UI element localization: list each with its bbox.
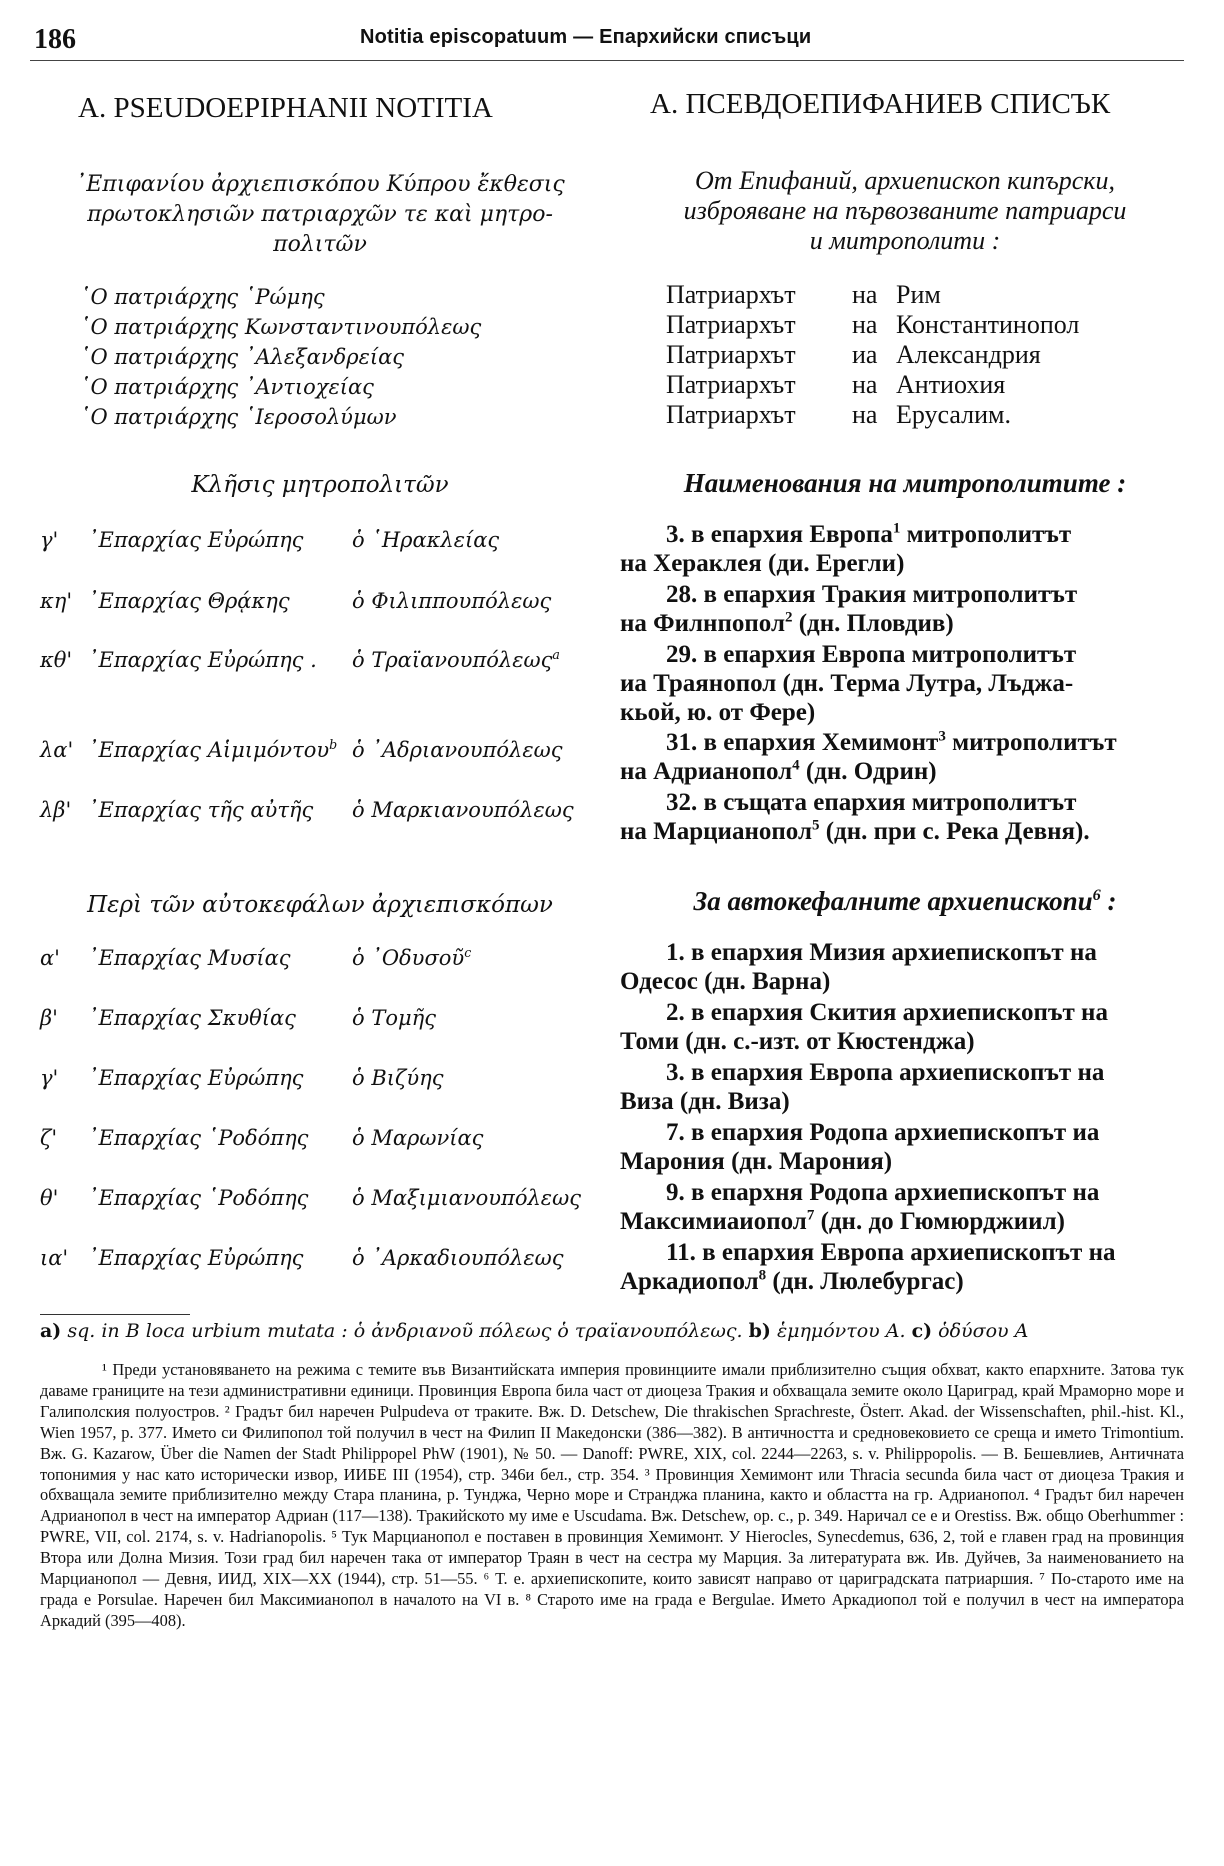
- entry-line: Марония (дн. Марония): [620, 1148, 893, 1175]
- bulgarian-intro: [620, 166, 1190, 256]
- entry-city: ὁ Τομῆς: [352, 1006, 436, 1030]
- entry-line: Виза (дн. Виза): [620, 1088, 790, 1115]
- entry-line: 7. в епархия Родопа архиепископът иа: [666, 1119, 1100, 1146]
- entry-number: λα': [40, 738, 74, 762]
- greek-section-title: A. PSEUDOEPIPHANII NOTITIA: [78, 92, 493, 124]
- running-title: Notitia episcopatuum — Епархийски списъци: [360, 26, 812, 48]
- patriarch-word: Патриархът: [666, 370, 796, 399]
- entry-text: митрополитът: [900, 521, 1072, 548]
- greek-patriarch: ῾Ο πατριάρχης ῾Ιεροσολύμων: [80, 405, 397, 429]
- entry-line: кьой, ю. от Фере): [620, 699, 816, 726]
- entry-number: γ': [40, 1066, 59, 1090]
- entry-text: на Филнпопол: [620, 610, 785, 637]
- entry-text: Аркадиопол: [620, 1268, 759, 1295]
- entry-line: 11. в епархия Европа архиепископът на: [666, 1239, 1116, 1266]
- entry-line: [620, 757, 1186, 786]
- entry-province: [88, 738, 337, 762]
- greek-metropolitan-entry: [40, 738, 620, 768]
- entry-line: [620, 728, 1186, 757]
- entry-number: θ': [40, 1186, 59, 1210]
- entry-province: ᾿Επαρχίας Εὐρώπης: [88, 528, 304, 552]
- apparatus-label: c): [911, 1320, 933, 1342]
- entry-number: ια': [40, 1246, 69, 1270]
- bulgarian-patriarch: [666, 340, 1079, 370]
- entry-line: 9. в епархня Родопа архиепископът на: [666, 1179, 1100, 1206]
- patriarch-word: Патриархът: [666, 280, 796, 309]
- entry-city: [352, 946, 471, 970]
- bulgarian-autocephalous-heading: [620, 886, 1190, 917]
- entry-line: [620, 817, 1186, 846]
- bulgarian-metropolitan-entry: [620, 788, 1186, 846]
- critical-apparatus: [40, 1316, 1184, 1346]
- entry-line: 32. в същата епархия митрополитът: [666, 789, 1077, 816]
- footnote-ref: 1: [892, 520, 901, 537]
- entry-number: λβ': [40, 798, 72, 822]
- entry-text: (дн. при с. Река Девня).: [819, 818, 1090, 845]
- entry-line: иа Траянопол (дн. Терма Лутра, Лъджа-: [620, 670, 1074, 697]
- bulgarian-patriarch: [666, 400, 1079, 430]
- greek-metropolitan-entry: [40, 589, 620, 619]
- preposition: на: [852, 280, 878, 309]
- entry-city: ὁ Φιλιππουπόλεως: [352, 589, 552, 613]
- patriarch-word: Патриархът: [666, 310, 796, 339]
- footnote-ref: 7: [806, 1207, 815, 1224]
- footnote-ref: 5: [811, 817, 820, 834]
- preposition: на: [852, 400, 878, 429]
- bulgarian-intro-line: и митрополити :: [809, 226, 1001, 255]
- greek-patriarch-list: [80, 282, 481, 432]
- greek-intro-line: πρωτοκλησιῶν πατριαρχῶν τε καὶ μητρο-: [87, 202, 553, 227]
- entry-city: [352, 648, 560, 672]
- greek-intro-line: πολιτῶν: [273, 232, 367, 257]
- entry-line: 29. в епархия Европа митрополитът: [666, 641, 1077, 668]
- entry-line: Одесос (дн. Варна): [620, 968, 831, 995]
- bulgarian-patriarch: [666, 370, 1079, 400]
- bulgarian-metropolitan-entry: [620, 728, 1186, 786]
- entry-text: на Марцианопол: [620, 818, 812, 845]
- apparatus-mark: b: [329, 737, 338, 752]
- entry-line: 28. в епархия Тракия митрополитът: [666, 581, 1078, 608]
- entry-line: [620, 1207, 1186, 1236]
- entry-city: ὁ ῾Ηρακλείας: [352, 528, 500, 552]
- entry-text: 31. в епархия Хемимонт: [666, 729, 939, 756]
- greek-autocephalous-heading: Περὶ τῶν αὐτοκεφάλων ἀρχιεπισκόπων: [87, 892, 553, 918]
- entry-province: ᾿Επαρχίας ῾Ροδόπης: [88, 1126, 309, 1150]
- entry-city-name: ὁ Τραϊανουπόλεως: [352, 648, 553, 672]
- preposition: на: [852, 310, 878, 339]
- apparatus-note: sq. in B loca urbium mutata : ὁ ἀνδριανοῦ πόλεως ὁ τραϊανουπόλεως.: [67, 1320, 743, 1342]
- entry-number: ζ': [40, 1126, 58, 1150]
- bulgarian-metropolitan-entry: [620, 520, 1186, 578]
- entry-line: 3. в епархия Европа архиепископът на: [666, 1059, 1105, 1086]
- greek-archbishop-entry: [40, 1246, 620, 1276]
- entry-text: (дн. Пловдив): [792, 610, 954, 637]
- entry-province: ᾿Επαρχίας ῾Ροδόπης: [88, 1186, 309, 1210]
- apparatus-mark: c: [464, 945, 472, 960]
- greek-metropolitans-heading: Κλῆσις μητροπολιτῶν: [191, 472, 449, 498]
- greek-archbishop-entry: [40, 1186, 620, 1216]
- entry-text: на Адрианопол: [620, 758, 793, 785]
- footnote-ref: 3: [938, 728, 946, 745]
- entry-province: ᾿Επαρχίας Μυσίας: [88, 946, 291, 970]
- greek-patriarch: ῾Ο πατριάρχης Κωνσταντινουπόλεως: [80, 315, 482, 339]
- patriarch-word: Патриархът: [666, 400, 796, 429]
- bulgarian-intro-line: От Епифаний, архиепископ кипърски,: [695, 166, 1115, 195]
- bulgarian-archbishop-entry: [620, 1238, 1186, 1296]
- header-rule: [30, 60, 1184, 61]
- entry-city: ὁ ᾿Αδριανουπόλεως: [352, 738, 563, 762]
- page-number: 186: [34, 24, 76, 55]
- entry-province: ᾿Επαρχίας Θρᾴκης: [88, 589, 290, 613]
- greek-metropolitan-entry: [40, 798, 620, 828]
- entry-province: ᾿Επαρχίας Εὐρώπης .: [88, 648, 317, 672]
- entry-number: κη': [40, 589, 73, 613]
- see-name: Ерусалим.: [896, 400, 1012, 429]
- entry-city: ὁ Μαρκιανουπόλεως: [352, 798, 574, 822]
- see-name: Антиохия: [896, 370, 1006, 399]
- greek-intro-line: ᾿Επιφανίου ἀρχιεπισκόπου Κύπρου ἔκθεσις: [75, 172, 565, 197]
- preposition: иа: [852, 340, 878, 369]
- bulgarian-patriarch: [666, 280, 1079, 310]
- entry-city-name: ὁ ᾿Οδυσοῦ: [352, 946, 465, 970]
- bulgarian-metropolitans-heading: Наименования на митрополитите :: [683, 468, 1127, 498]
- entry-line: [620, 609, 1186, 638]
- heading-text: :: [1100, 886, 1117, 916]
- greek-archbishop-entry: [40, 946, 620, 976]
- entry-text: Максимиаиопол: [620, 1208, 807, 1235]
- apparatus-label: b): [748, 1320, 771, 1342]
- entry-text: (дн. Одрин): [799, 758, 937, 785]
- apparatus-note: ὁδύσου A: [938, 1320, 1029, 1342]
- entry-line: [620, 549, 1186, 578]
- footnote-ref: 2: [784, 609, 793, 626]
- bulgarian-archbishop-entry: [620, 1178, 1186, 1236]
- footnotes-text: ¹ Преди установяването на режима с темите във Византийската империя провинциите имали приблизително същия обхват, както епархните. Затова тук даваме границите на тези административни единици. Провинция Европа била част от диоцеза Тракия и обхващала земите около Цариград, край Мраморно море и Галиполския полуостров. ² Градът бил наречен Pulpudeva от траките. Вж. D. Detschew, Die thrakischen Sprachreste, Österr. Akad. der Wissenschaften, phil.-hist. Kl., Wien 1957, p. 377. Името си Филипопол той получил в чест на Филип II Македонски (386—382). В античността и средновековието се среща и името Trimontium. Вж. G. Kazarow, Über die Namen der Stadt Philippopel PhW (1901), № 50. — Danoff: PWRE, XIX, col. 2244—2263, s. v. Philippopolis. — В. Бешевлиев, Античната топонимия у нас като исторически извор, ИИБЕ III (1954), стр. 346и бел., стр. 354. ³ Провинция Хемимонт или Thracia secunda била част от диоцеза Тракия и обхващала земите приблизително между Стара планина, р. Тунджа, Черно море и Странджа планина, както и областта на гр. Адрианопол. ⁴ Градът бил наречен Адрианопол в чест на император Адриан (117—138). Тракийското му име е Uscudama. Вж. Detschew, op. c., p. 349. Наричал се е и Orestiss. Вж. общо Oberhummer : PWRE, VII, col. 2174, s. v. Hadrianopolis. ⁵ Тук Марцианопол е поставен в провинция Хемимонт. У Hierocles, Synecdemus, 636, 2, той е главен град на провинция Втора или Долна Мизия. Този град бил наречен така от император Траян в чест на сестра му Марция. За литературата вж. Ив. Дуйчев, За наименованието на Марцианопол — Девня, ИИД, XIX—XX (1944), стр. 51—55. ⁶ Т. е. архиепископите, които зависят направо от цариградската патриаршия. ⁷ По-старото име на града е Porsulae. Наречен бил Максимианопол в началото на VI в. ⁸ Старото име на града е Bergulae. Името Аркадиопол той е получил в чест на императора Аркадий (395—408).: [40, 1360, 1184, 1630]
- greek-intro: [40, 170, 600, 260]
- entry-line: Томи (дн. с.-изт. от Кюстенджа): [620, 1028, 975, 1055]
- apparatus-label: a): [40, 1320, 62, 1342]
- apparatus-mark: a: [552, 647, 560, 662]
- entry-text: митрополитът: [945, 729, 1117, 756]
- entry-text: на Хераклея (ди. Ерегли): [620, 550, 905, 577]
- apparatus-note: ἑμημόντου A.: [776, 1320, 906, 1342]
- entry-province: ᾿Επαρχίας Σκυθίας: [88, 1006, 296, 1030]
- entry-city: ὁ ᾿Αρκαδιουπόλεως: [352, 1246, 564, 1270]
- bulgarian-archbishop-entry: [620, 998, 1186, 1056]
- entry-number: κθ': [40, 648, 73, 672]
- greek-patriarch: ῾Ο πατριάρχης ᾿Αντιοχείας: [80, 375, 374, 399]
- greek-archbishop-entry: [40, 1126, 620, 1156]
- bulgarian-metropolitan-entry: [620, 640, 1186, 727]
- entry-city: ὁ Βιζύης: [352, 1066, 444, 1090]
- patriarch-word: Патриархът: [666, 340, 796, 369]
- entry-text: 3. в епархия Европа: [666, 521, 893, 548]
- entry-number: α': [40, 946, 60, 970]
- entry-province: ᾿Επαρχίας τῆς αὐτῆς: [88, 798, 314, 822]
- entry-text: (дн. Люлебургас): [766, 1268, 964, 1295]
- footnote-ref: 4: [792, 757, 800, 774]
- bulgarian-section-title: A. ПСЕВДОЕПИФАНИЕВ СПИСЪК: [650, 88, 1111, 120]
- entry-number: β': [40, 1006, 58, 1030]
- entry-province-name: ᾿Επαρχίας Αἱμιμόντου: [88, 738, 330, 762]
- bulgarian-patriarch-list: [666, 280, 1079, 430]
- heading-text: За автокефалните архиепископи: [693, 886, 1093, 916]
- bulgarian-archbishop-entry: [620, 1118, 1186, 1176]
- entry-line: 2. в епархия Скития архиепископът на: [666, 999, 1108, 1026]
- footnote-rule: [40, 1314, 190, 1315]
- entry-line: [620, 520, 1186, 549]
- bulgarian-metropolitan-entry: [620, 580, 1186, 638]
- running-head: [30, 20, 1184, 56]
- entry-province: ᾿Επαρχίας Εὐρώπης: [88, 1246, 304, 1270]
- greek-archbishop-entry: [40, 1066, 620, 1096]
- greek-patriarch: ῾Ο πατριάρχης ᾿Αλεξανδρείας: [80, 345, 405, 369]
- see-name: Александрия: [896, 340, 1041, 369]
- greek-patriarch: ῾Ο πατριάρχης ῾Ρώμης: [80, 285, 325, 309]
- footnote-ref: 6: [1092, 886, 1101, 904]
- greek-metropolitan-entry: [40, 648, 620, 678]
- bulgarian-archbishop-entry: [620, 1058, 1186, 1116]
- entry-city: ὁ Μαξιμιανουπόλεως: [352, 1186, 581, 1210]
- footnotes: [40, 1360, 1184, 1632]
- bulgarian-intro-line: изброяване на първозваните патриарси: [683, 196, 1127, 225]
- entry-city: ὁ Μαρωνίας: [352, 1126, 484, 1150]
- greek-archbishop-entry: [40, 1006, 620, 1036]
- entry-line: [620, 1267, 1186, 1296]
- see-name: Константинопол: [896, 310, 1080, 339]
- bulgarian-patriarch: [666, 310, 1079, 340]
- see-name: Рим: [896, 280, 941, 309]
- preposition: на: [852, 370, 878, 399]
- entry-line: 1. в епархия Мизия архиепископът на: [666, 939, 1097, 966]
- entry-province: ᾿Επαρχίας Εὐρώπης: [88, 1066, 304, 1090]
- bulgarian-archbishop-entry: [620, 938, 1186, 996]
- entry-text: (дн. до Гюмюрджиил): [814, 1208, 1065, 1235]
- greek-metropolitan-entry: [40, 528, 620, 558]
- entry-number: γ': [40, 528, 59, 552]
- footnote-ref: 8: [758, 1267, 767, 1284]
